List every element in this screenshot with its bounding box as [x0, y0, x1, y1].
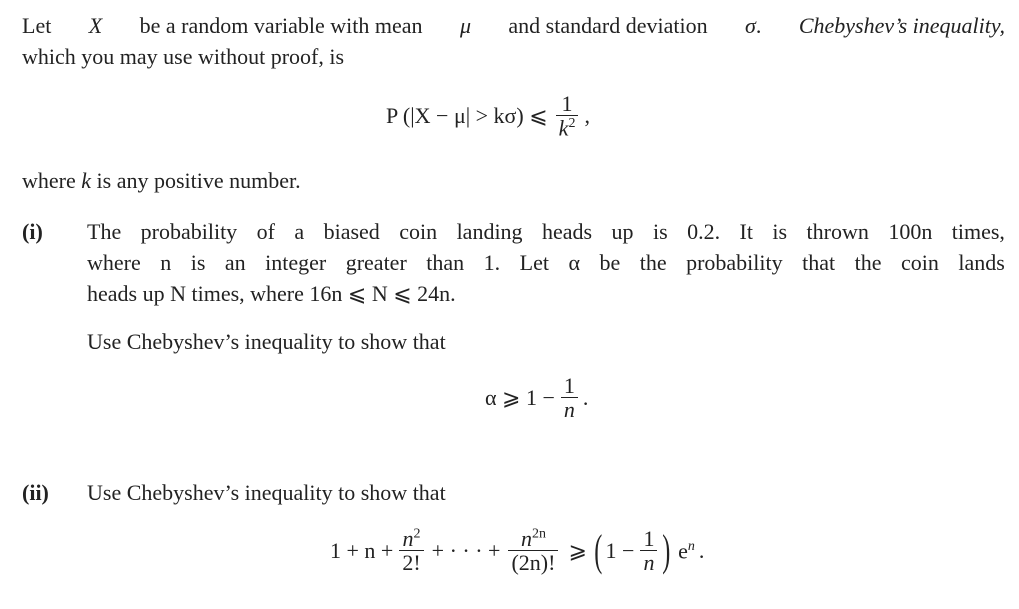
part-ii-label: (ii): [22, 480, 49, 505]
word: The: [87, 219, 122, 244]
part-i-instruction: Use Chebyshev’s inequality to show that: [87, 329, 446, 354]
chebyshev-den-exp: 2: [568, 116, 576, 132]
word: integer: [265, 250, 327, 275]
term1-numerator: [399, 527, 423, 550]
word: be: [599, 250, 621, 275]
word: probability: [140, 219, 238, 244]
word: heads: [542, 219, 593, 244]
word: Let: [519, 250, 549, 275]
word: 100n: [888, 219, 933, 244]
term2-numerator: [518, 527, 549, 550]
term2-denominator: (2n)!: [508, 550, 558, 575]
paren-inner: 1 −: [605, 538, 635, 564]
word: coin: [900, 250, 939, 275]
word: that: [802, 250, 836, 275]
result-numerator: 1: [563, 373, 575, 398]
paren-denominator: n: [640, 550, 657, 575]
part-i-result: [485, 374, 588, 422]
word: a: [294, 219, 305, 244]
exp-n: n: [687, 538, 695, 554]
series-geq: ⩾: [568, 538, 587, 564]
result-tail: .: [582, 385, 589, 411]
part-i-label: (i): [22, 219, 43, 244]
word: the: [639, 250, 667, 275]
chebyshev-fraction: [556, 92, 579, 141]
paren-numerator: 1: [643, 526, 655, 551]
result-lhs: α ⩾ 1 −: [485, 385, 555, 411]
part-ii-instruction: Use Chebyshev’s inequality to show that: [87, 480, 446, 505]
var-x: X: [88, 13, 103, 38]
series-dots: + · · · +: [431, 538, 501, 564]
part-ii-formula: [330, 527, 704, 575]
word: lands: [958, 250, 1005, 275]
word: α: [568, 250, 580, 275]
intro-line-2: which you may use without proof, is: [22, 44, 345, 69]
word: up: [611, 219, 634, 244]
intro-text-sd: and standard deviation: [508, 13, 708, 38]
word: It: [739, 219, 753, 244]
word: of: [256, 219, 275, 244]
exp-term: [678, 540, 695, 562]
intro-period: .: [755, 13, 762, 38]
paren-close: ): [662, 526, 671, 576]
chebyshev-numerator: 1: [561, 91, 573, 116]
word: landing: [456, 219, 523, 244]
word: an: [224, 250, 246, 275]
word: 0.2.: [687, 219, 721, 244]
var-mu: μ: [459, 13, 471, 38]
term1-denominator: 2!: [399, 550, 423, 575]
word: the: [854, 250, 882, 275]
word: n: [160, 250, 172, 275]
part-i-line-3: heads up N times, where 16n ⩽ N ⩽ 24n.: [87, 281, 456, 306]
intro-line-1: [22, 15, 1005, 37]
term1-num-exp: 2: [413, 526, 421, 542]
term1-num-n: n: [402, 526, 414, 551]
series-term-2n: [508, 527, 558, 575]
where-a: where: [22, 168, 76, 193]
where-b: is any positive number.: [96, 168, 301, 193]
var-sigma: σ: [745, 13, 756, 38]
term2-num-exp: 2n: [531, 526, 546, 542]
word: biased: [323, 219, 380, 244]
part-i-line-2: [87, 252, 1005, 274]
chebyshev-term: Chebyshev’s inequality,: [798, 13, 1005, 38]
word: where: [87, 250, 141, 275]
paren-fraction: [640, 527, 657, 575]
result-fraction: [561, 374, 578, 422]
where-line: [22, 170, 301, 192]
formula-tail: .: [698, 538, 705, 564]
term2-num-n: n: [520, 526, 532, 551]
where-k: k: [81, 168, 92, 193]
word: is: [190, 250, 206, 275]
series-start: 1 + n +: [330, 538, 394, 564]
exp-e: e: [678, 538, 688, 564]
chebyshev-formula: [386, 92, 590, 141]
part-i-line-1: [87, 221, 1005, 243]
intro-text-mean: be a random variable with mean: [139, 13, 423, 38]
result-denominator: n: [561, 397, 578, 422]
word: is: [652, 219, 668, 244]
word: greater: [345, 250, 407, 275]
paren-open: (: [594, 526, 603, 576]
chebyshev-lhs: P (|X − μ| > kσ) ⩽: [386, 103, 548, 129]
chebyshev-den-k: k: [558, 115, 569, 141]
word: times,: [951, 219, 1005, 244]
chebyshev-tail: ,: [584, 103, 590, 129]
word: thrown: [806, 219, 869, 244]
intro-text-let: Let: [22, 13, 52, 38]
chebyshev-denominator: [556, 115, 579, 141]
word: probability: [686, 250, 783, 275]
word: than: [426, 250, 465, 275]
intro-sigma-wrap: [745, 15, 761, 37]
word: is: [772, 219, 788, 244]
series-term-1: [399, 527, 423, 575]
word: coin: [399, 219, 438, 244]
word: 1.: [483, 250, 501, 275]
